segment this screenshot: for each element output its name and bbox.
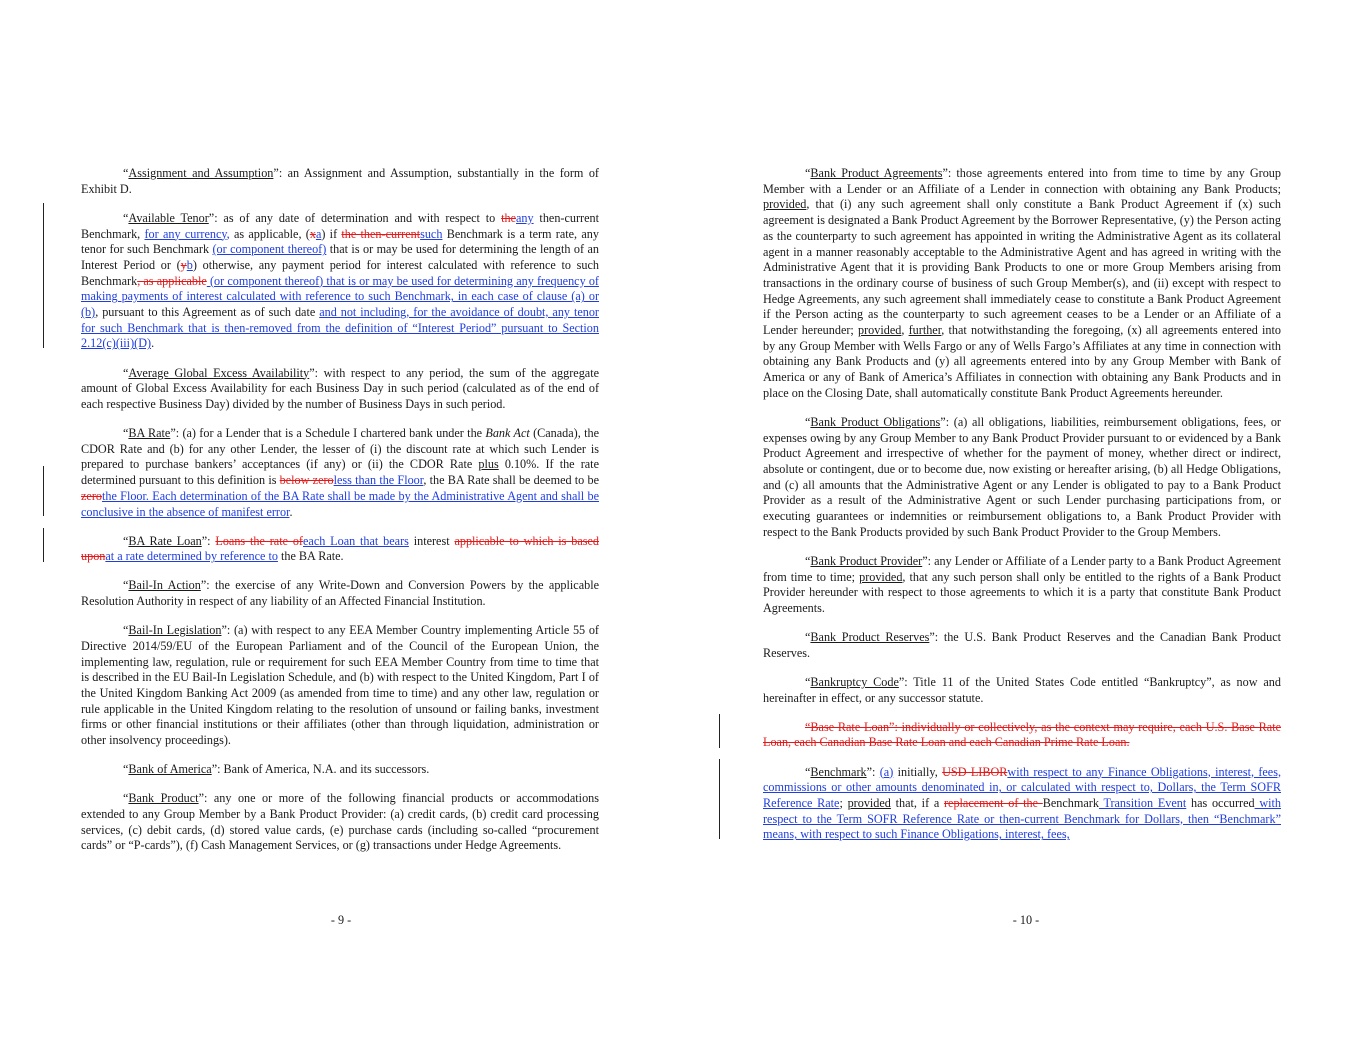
change-bar (719, 759, 720, 839)
change-bar (43, 466, 44, 516)
change-bar (719, 714, 720, 748)
definition-average-global-excess-availability: “Average Global Excess Availability”: with respect to any period, the sum of the aggregate amount of Global Excess Availability for each Business Day in such period (calculated as of the end of each respective Business Day) divided by the number of Business Days in such period. (81, 365, 600, 411)
insertion: (or component thereof) that is or may be used for determining any frequency of making payments of interest calculated with reference to such Benchmark, in each case of clause (a) or (b) (81, 273, 599, 320)
deletion: the (501, 210, 516, 225)
defined-term: Bank Product Obligations (810, 414, 941, 429)
insertion: for any currency, (144, 226, 230, 241)
insertion: less than the Floor (333, 473, 424, 488)
insertion: Transition Event (1098, 795, 1187, 810)
insertion: each Loan that bears (303, 533, 409, 548)
definition-ba-rate: “BA Rate”: (a) for a Lender that is a Schedule I chartered bank under the Bank Act (Canada), the CDOR Rate and (b) for any other Lender, the lesser of (i) the discount rate at which such Lender is prepared to purchase bankers’ acceptances (if any) or (ii) the CDOR Rate plus 0.10%. If the rate determined pursuant to this definition is below zeroless than the Floor, the BA Rate shall be deemed to be zerothe Floor. Each determination of the BA Rate shall be made by the Administrative Agent and shall be conclusive in the absence of manifest error. (81, 426, 599, 520)
definition-bail-in-legislation: “Bail-In Legislation”: (a) with respect to any EEA Member Country implementing Article 55 of Directive 2014/59/EU of the European Parliament and of the Council of the European Union, the implementing law, regulation, rule or requirement for such EEA Member Country from time to time that is described in the EU Bail-In Legislation Schedule, and (b) with respect to the United Kingdom, Part I of the United Kingdom Banking Act 2009 (as amended from time to time) and any other law, regulation or rule applicable in the United Kingdom relating to the resolution of unsound or failing banks, investment firms or other financial institutions or their affiliates (other than through liquidation, administration or other insolvency proceedings). (81, 623, 599, 748)
left-page (0, 0, 682, 1055)
insertion: a (315, 226, 322, 241)
insertion: the Floor. Each determination of the BA Rate shall be made by the Administrative Agent and shall be conclusive in the absence of manifest error (81, 488, 599, 519)
right-page (683, 0, 1365, 1055)
insertion: at a rate determined by reference to (105, 549, 278, 564)
deletion: , as applicable (137, 273, 207, 288)
defined-term: BA Rate (128, 426, 171, 441)
deletion: y (180, 257, 187, 272)
insertion: and not including, for the avoidance of doubt, any tenor for such Benchmark that is then-removed from the definition of “Interest Period” pursuant to Section 2.12(c)(iii)(D) (81, 305, 599, 351)
definition-bank-product-obligations: “Bank Product Obligations”: (a) all obligations, liabilities, reimbursement obligations, fees, or expenses owing by any Group Member to any Bank Product Provider pursuant to or evidenced by a Bank Product Agreement and irrespective of whether for the payment of money, whether direct or indirect, absolute or contingent, due or to become due, now existing or hereafter arising, (b) all Hedge Obligations, and (c) all amounts that the Administrative Agent or any Lender is obligated to pay to a Bank Product Provider as a result of the Administrative Agent or such Lender purchasing participations from, or executing guarantees or indemnities or reimbursement obligations to, a Bank Product Provider with respect to the Bank Products provided by such Bank Product Provider to the Group Members. (763, 414, 1281, 539)
deletion: zero (81, 488, 102, 503)
definition-ba-rate-loan: “BA Rate Loan”: Loans the rate ofeach Loan that bears interest applicable to which is based uponat a rate determined by reference to the BA Rate. (81, 534, 599, 565)
insertion: b (186, 257, 193, 272)
defined-term: Benchmark (810, 764, 867, 779)
insertion: any (515, 210, 534, 225)
defined-term: Assignment and Assumption (128, 166, 274, 180)
insertion: with respect to any Finance Obligations, interest, fees, commissions or other amounts denominated in, or calculated with respect to, Dollars, the Term SOFR Reference Rate (763, 764, 1282, 810)
deletion: below zero (279, 473, 334, 488)
definition-bank-product-agreements: “Bank Product Agreements”: those agreements entered into from time to time by any Group Member with a Lender or an Affiliate of a Lender in connection with obtaining any Bank Products; provided, that (i) any such agreement shall only constitute a Bank Product Agreement if (x) such agreement is designated a Bank Product Agreement by the Borrower Representative, (y) the Person acting as the counterparty to such agreement has appointed in writing the Administrative Agent as its collateral agent in a manner reasonably acceptable to the Administrative Agent and has agreed in writing with the Administrative Agent that it is providing Bank Products to one or more Group Members arising from transactions in the ordinary course of business of such Group Member(s), and (ii) except with respect to Hedge Agreements, any such agreement shall immediately cease to constitute a Bank Product Agreement if the Person acting as the counterparty to such agreement ceases to be a Lender or an Affiliate of a Lender hereunder; provided, further, that notwithstanding the foregoing, (x) all agreements entered into by any Group Member with Wells Fargo or any of Wells Fargo’s Affiliates at any time in connection with obtaining any Bank Products and (y) all agreements entered into by any Group Member with Bank of America or any of Bank of America’s Affiliates in connection with obtaining any Bank Products and in place on the Closing Date, shall automatically constitute Bank Product Agreements hereunder. (763, 166, 1281, 400)
change-bar (43, 528, 44, 562)
defined-term: Bank Product Agreements (810, 166, 943, 180)
left-page-content (81, 166, 599, 868)
definition-bank-product-reserves: “Bank Product Reserves”: the U.S. Bank Product Reserves and the Canadian Bank Product Reserves. (763, 630, 1281, 660)
definition-bank-product-provider: “Bank Product Provider”: any Lender or Affiliate of a Lender party to a Bank Product Agreement from time to time; provided, that any such person shall only be entitled to the rights of a Bank Product Provider hereunder with respect to those agreements to which it is a party that constitute Bank Product Agreements. (763, 553, 1281, 616)
defined-term: Bank Product (128, 791, 199, 806)
defined-term: Average Global Excess Availability (128, 365, 310, 380)
deletion: applicable to which is based upon (81, 533, 600, 564)
definition-bankruptcy-code: “Bankruptcy Code”: Title 11 of the United States Code entitled “Bankruptcy”, as now and hereinafter in effect, or any successor statute. (763, 674, 1281, 705)
page-number: - 9 - (330, 913, 352, 927)
defined-term: Bail-In Action (128, 578, 201, 593)
deletion: Loans the rate of (215, 533, 303, 548)
definition-base-rate-loan-deleted (763, 720, 1281, 751)
deletion: x (309, 226, 316, 241)
insertion: with respect to the Term SOFR Reference Rate or then-current Benchmark for Dollars, then “Benchmark” means, with respect to such Finance Obligations, interest, fees, (763, 795, 1281, 842)
definition-available-tenor: “Available Tenor”: as of any date of determination and with respect to theany then-current Benchmark, for any currency, as applicable, (xa) if the then-currentsuch Benchmark is a term rate, any tenor for such Benchmark (or component thereof) that is or may be used for determining the length of an Interest Period or (yb) otherwise, any payment period for interest calculated with reference to such Benchmark, as applicable (or component thereof) that is or may be used for determining any frequency of making payments of interest calculated with reference to such Benchmark, in each case of clause (a) or (b), pursuant to this Agreement as of such date and not including, for the avoidance of doubt, any tenor for such Benchmark that is then-removed from the definition of “Interest Period” pursuant to Section 2.12(c)(iii)(D). (81, 211, 599, 352)
deletion: replacement of the (943, 795, 1043, 810)
defined-term: Bank Product Provider (810, 553, 923, 568)
defined-term: Bankruptcy Code (810, 674, 899, 689)
definition-assignment-and-assumption: “Assignment and Assumption”: an Assignment and Assumption, substantially in the form of Exhibit D. (81, 166, 599, 196)
insertion: such (420, 226, 443, 241)
definition-benchmark: “Benchmark”: (a) initially, USD LIBORwith respect to any Finance Obligations, interest, fees, commissions or other amounts denominated in, or calculated with respect to, Dollars, the Term SOFR Reference Rate; provided that, if a replacement of the Benchmark Transition Event has occurred with respect to the Term SOFR Reference Rate or then-current Benchmark for Dollars, then “Benchmark” means, with respect to such Finance Obligations, interest, fees, (763, 765, 1281, 844)
definition-bail-in-action: “Bail-In Action”: the exercise of any Write-Down and Conversion Powers by the applicable Resolution Authority in respect of any liability of an Affected Financial Institution. (81, 578, 600, 609)
insertion: (a) (879, 764, 894, 779)
deletion: the then-current (341, 226, 421, 241)
deletion: USD LIBOR (942, 764, 1008, 779)
change-bar (43, 203, 44, 348)
defined-term: Bank of America (128, 762, 212, 777)
defined-term: Bail-In Legislation (128, 623, 222, 638)
defined-term: BA Rate Loan (128, 533, 202, 548)
insertion: (or component thereof) (212, 242, 327, 257)
definition-bank-of-america: “Bank of America”: Bank of America, N.A. and its successors. (123, 762, 430, 777)
definition-bank-product: “Bank Product”: any one or more of the following financial products or accommodations extended to any Group Member by a Bank Product Provider: (a) credit cards, (b) credit card processing services, (c) debit cards, (d) stored value cards, (e) purchase cards (including so-called “procurement cards” or “P-cards”), (f) Cash Management Services, or (g) transactions under Hedge Agreements. (81, 791, 600, 853)
right-page-content (763, 166, 1281, 856)
page-number: - 10 - (1012, 913, 1040, 927)
defined-term: Bank Product Reserves (810, 630, 930, 645)
defined-term: Available Tenor (128, 210, 209, 225)
deletion: “Base Rate Loan”: individually or collectively, as the context may require, each U.S. Base Rate Loan, each Canadian Base Rate Loan and each Canadian Prime Rate Loan. (763, 719, 1281, 750)
